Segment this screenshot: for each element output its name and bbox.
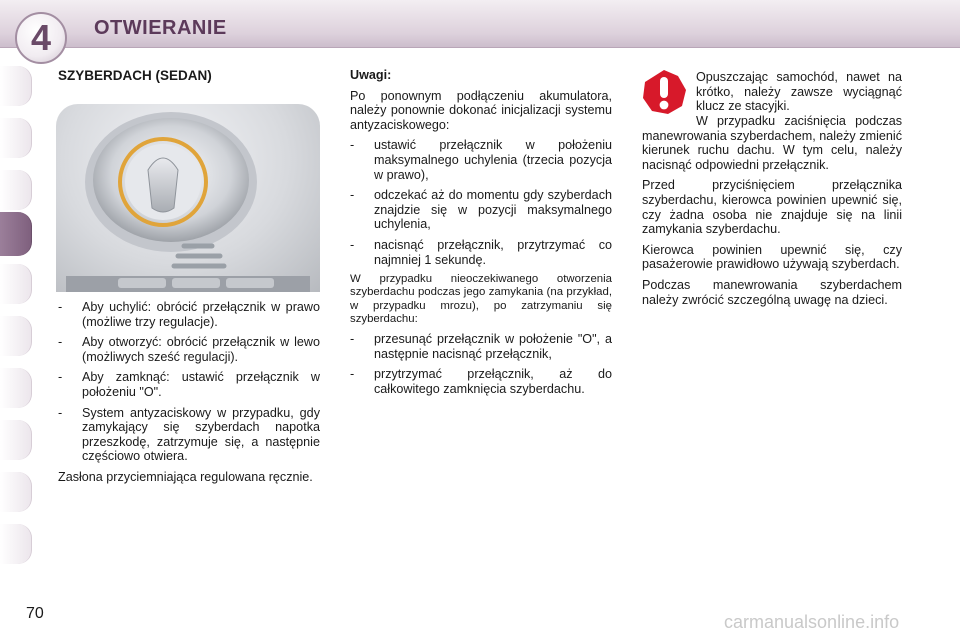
warning-children: Podczas manewrowania szyberdachem należy zwrócić szczególną uwagę na dzieci. bbox=[642, 277, 902, 307]
chapter-tab-5[interactable] bbox=[0, 264, 32, 304]
warning-key-text: Opuszczając samochód, nawet na krótko, należy zawsze wyciągnąć klucz ze stacyjki. bbox=[696, 70, 902, 114]
left-column bbox=[58, 300, 320, 491]
list-item: - przytrzymać przełącznik, aż do całkowitego zamknięcia szyberdachu. bbox=[350, 367, 612, 396]
warning-pinch-text: W przypadku zaciśnięcia podczas manewrowania szyberdachem, należy zmienić kierunek ruchu dachu. W tym celu, należy nacisnąć odpowiedni przełącznik. bbox=[642, 114, 902, 172]
sunroof-switch-photo bbox=[56, 104, 320, 292]
list-item: - nacisnąć przełącznik, przytrzymać co najmniej 1 sekundę. bbox=[350, 237, 612, 267]
right-column bbox=[642, 114, 902, 313]
shade-note: Zasłona przyciemniająca regulowana ręcznie. bbox=[58, 469, 313, 484]
chapter-tab-7[interactable] bbox=[0, 368, 32, 408]
list-item: - odczekać aż do momentu gdy szyberdach znajdzie się w pozycji maksymalnego uchylenia, bbox=[350, 188, 612, 232]
chapter-tab-9[interactable] bbox=[0, 472, 32, 512]
chapter-title: OTWIERANIE bbox=[94, 17, 227, 39]
header-divider bbox=[0, 47, 960, 48]
chapter-tabs bbox=[0, 66, 34, 578]
notes-heading: Uwagi: bbox=[350, 68, 392, 82]
notes-intro: Po ponownym podłączeniu akumulatora, należy ponownie dokonać inicjalizacji systemu antyzaciskowego: bbox=[350, 88, 612, 132]
middle-column bbox=[350, 68, 612, 402]
chapter-tab-3[interactable] bbox=[0, 170, 32, 210]
frost-note: W przypadku nieoczekiwanego otworzenia szyberdachu podczas jego zamykania (na przykład, w przypadku mrozu), po zatrzymaniu się szyberdachu: bbox=[350, 273, 612, 325]
sunroof-switch-illustration bbox=[56, 104, 320, 292]
warning-driver-check: Przed przyciśnięciem przełącznika szyberdachu, kierowca powinien upewnić się, czy żadna osoba nie znajduje się na linii zamykania szyberdachu. bbox=[642, 178, 902, 237]
watermark: carmanualsonline.info bbox=[724, 612, 900, 632]
chapter-tab-10[interactable] bbox=[0, 524, 32, 564]
chapter-tab-2[interactable] bbox=[0, 118, 32, 158]
warning-passengers: Kierowca powinien upewnić się, czy pasażerowie prawidłowo używają szyberdach. bbox=[642, 242, 902, 272]
list-item: - ustawić przełącznik w położeniu maksymalnego uchylenia (trzecia pozycja w prawo), bbox=[350, 138, 612, 182]
list-item: - Aby zamknąć: ustawić przełącznik w położeniu "O". bbox=[58, 370, 320, 399]
list-item: - przesunąć przełącznik w położenie "O", a następnie nacisnąć przełącznik, bbox=[350, 331, 612, 361]
warning-intro bbox=[696, 70, 902, 120]
chapter-tab-4-active[interactable] bbox=[0, 212, 32, 256]
chapter-tab-6[interactable] bbox=[0, 316, 32, 356]
page-number: 70 bbox=[26, 605, 44, 622]
list-item: - Aby otworzyć: obrócić przełącznik w lewo (możliwych sześć regulacji). bbox=[58, 335, 320, 364]
chapter-number-badge bbox=[15, 12, 67, 64]
chapter-tab-8[interactable] bbox=[0, 420, 32, 460]
list-item: - Aby uchylić: obrócić przełącznik w prawo (możliwe trzy regulacje). bbox=[58, 300, 320, 329]
list-item: - System antyzaciskowy w przypadku, gdy zamykający się szyberdach napotka przeszkodę, zatrzymuje się, a następnie częściowo otwiera. bbox=[58, 405, 320, 464]
exclamation-warning-icon bbox=[640, 68, 688, 116]
chapter-tab-1[interactable] bbox=[0, 66, 32, 106]
chapter-number: 4 bbox=[30, 17, 52, 58]
section-title: SZYBERDACH (SEDAN) bbox=[58, 68, 212, 83]
